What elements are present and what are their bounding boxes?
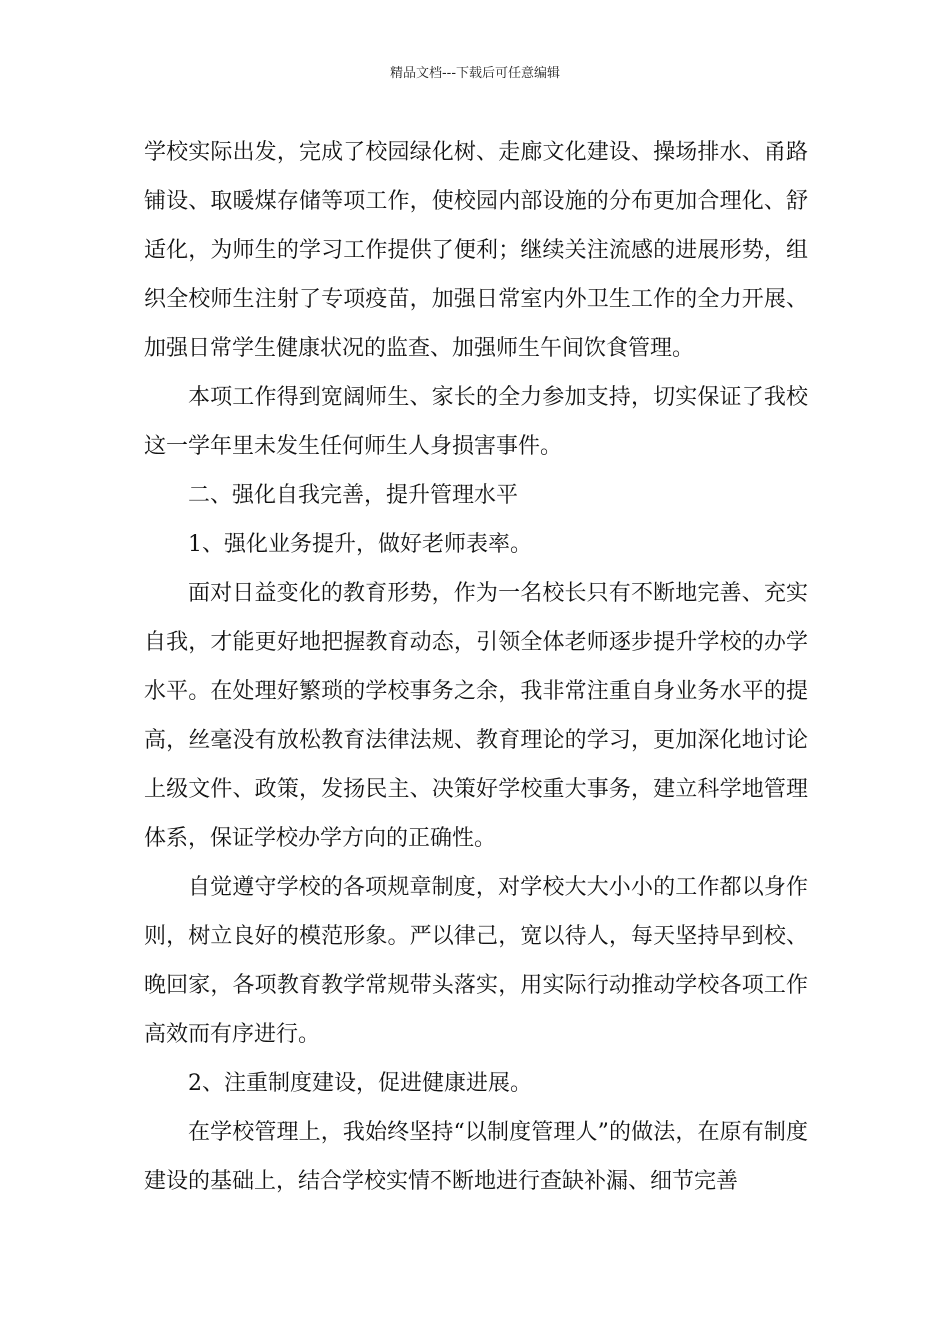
document-body	[144, 128, 808, 1206]
section-heading-2: 二、强化自我完善，提升管理水平	[188, 483, 519, 508]
subheading-1: 1、强化业务提升，做好老师表率。	[188, 532, 532, 557]
paragraph-system-management: 在学校管理上，我始终坚持“以制度管理人”的做法，在原有制度建设的基础上，结合学校实情不断地进行查缺补漏、细节完善	[144, 1120, 808, 1194]
paragraph-self-improvement: 面对日益变化的教育形势，作为一名校长只有不断地完善、充实自我，才能更好地把握教育动态，引领全体老师逐步提升学校的办学水平。在处理好繁琐的学校事务之余，我非常注重自身业务水平的提高，丝毫没有放松教育法律法规、教育理论的学习，更加深化地讨论上级文件、政策，发扬民主、决策好学校重大事务，建立科学地管理体系，保证学校办学方向的正确性。	[144, 581, 808, 851]
paragraph-role-model: 自觉遵守学校的各项规章制度，对学校大大小小的工作都以身作则，树立良好的模范形象。严以律己，宽以待人，每天坚持早到校、晚回家，各项教育教学常规带头落实，用实际行动推动学校各项工作高效而有序进行。	[144, 875, 808, 1047]
paragraph-continuation: 学校实际出发，完成了校园绿化树、走廊文化建设、操场排水、甬路铺设、取暖煤存储等项工作，使校园内部设施的分布更加合理化、舒适化，为师生的学习工作提供了便利；继续关注流感的进展形势，组织全校师生注射了专项疫苗，加强日常室内外卫生工作的全力开展、加强日常学生健康状况的监查、加强师生午间饮食管理。	[144, 140, 808, 361]
subheading-2: 2、注重制度建设，促进健康进展。	[188, 1071, 532, 1096]
paragraph-support: 本项工作得到宽阔师生、家长的全力参加支持，切实保证了我校这一学年里未发生任何师生人身损害事件。	[144, 385, 808, 459]
page-header: 精品文档---下载后可任意编辑	[389, 66, 561, 81]
